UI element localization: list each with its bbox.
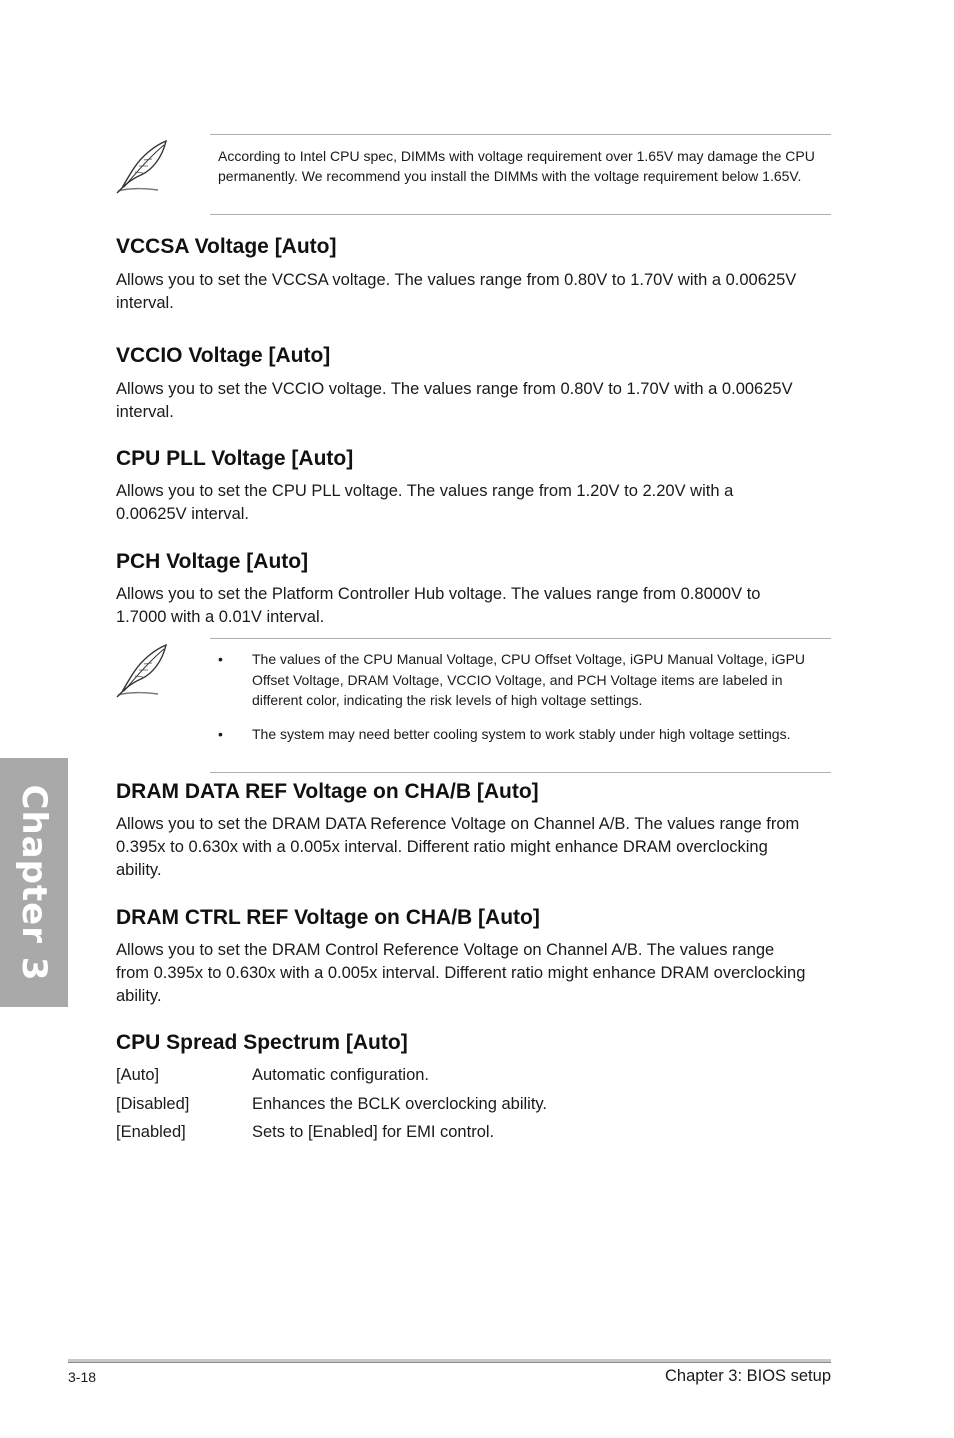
chapter-tab [0,758,68,1007]
option-description: Enhances the BCLK overclocking ability. [252,1095,548,1113]
section-heading: CPU Spread Spectrum [Auto] [116,1031,408,1054]
section-description: Allows you to set the VCCIO voltage. The values range from 0.80V to 1.70V with a 0.00625V interval. [116,380,793,421]
option-key: [Auto] [116,1066,160,1084]
bullet-marker: • [218,726,223,742]
feather-pen-icon [114,642,172,700]
footer-chapter-title: Chapter 3: BIOS setup [664,1367,831,1385]
section-description: Allows you to set the Platform Controller Hub voltage. The values range from 0.8000V to 1.7000 with a 0.01V interval. [116,585,761,626]
section-description: Allows you to set the CPU PLL voltage. The values range from 1.20V to 2.20V with a 0.00625V interval. [116,482,734,523]
section-description: Allows you to set the DRAM Control Reference Voltage on Channel A/B. The values range from 0.395x to 0.630x with a 0.005x interval. Different ratio might enhance DRAM overclocking ability. [116,941,806,1005]
note-bullet-text: The values of the CPU Manual Voltage, CPU Offset Voltage, iGPU Manual Voltage, iGPU Offset Voltage, DRAM Voltage, VCCIO Voltage, and PCH Voltage items are labeled in different color, indicating the risk levels of high voltage settings. [252,651,806,708]
section-heading: VCCSA Voltage [Auto] [116,235,337,258]
section-heading: DRAM DATA REF Voltage on CHA/B [Auto] [116,780,539,803]
section-heading: CPU PLL Voltage [Auto] [116,447,354,470]
chapter-tab-label: Chapter 3 [14,783,54,982]
option-key: [Enabled] [116,1123,186,1141]
section-heading: DRAM CTRL REF Voltage on CHA/B [Auto] [116,906,540,929]
note-text: According to Intel CPU spec, DIMMs with voltage requirement over 1.65V may damage the CPU permanently. We recommend you install the DIMMs with the voltage requirement below 1.65V. [218,148,815,184]
bullet-marker: • [218,651,223,667]
page-number: 3-18 [68,1369,97,1385]
section-description: Allows you to set the DRAM DATA Reference Voltage on Channel A/B. The values range from 0.395x to 0.630x with a 0.005x interval. Different ratio might enhance DRAM overclocking ability. [116,815,800,879]
option-description: Automatic configuration. [252,1066,430,1084]
feather-pen-icon [114,138,172,196]
note-box [210,638,831,773]
footer-divider [68,1359,831,1363]
note-bullet-text: The system may need better cooling system to work stably under high voltage settings. [252,726,791,742]
note-box [210,134,831,215]
option-description: Sets to [Enabled] for EMI control. [252,1123,495,1141]
section-heading: VCCIO Voltage [Auto] [116,344,331,367]
section-description: Allows you to set the VCCSA voltage. The values range from 0.80V to 1.70V with a 0.00625V interval. [116,271,797,312]
section-heading: PCH Voltage [Auto] [116,550,309,573]
option-key: [Disabled] [116,1095,190,1113]
